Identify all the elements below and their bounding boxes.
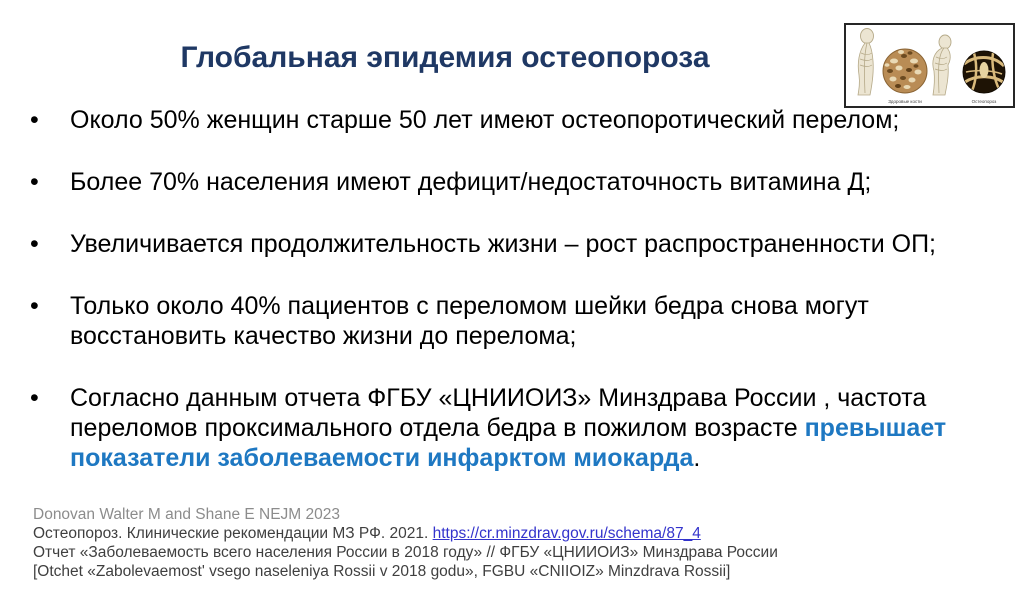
reference-line: [Otchet «Zabolevaemost' vsego naseleniya Rossii v 2018 godu», FGBU «CNIIOIZ» Minzdrava Rossii]: [33, 563, 731, 580]
caption-healthy-bone: Здоровые кости: [888, 99, 922, 104]
osteoporotic-skeleton-graphic: [933, 35, 951, 95]
bullet-item: [30, 167, 990, 197]
bullet-marker: •: [30, 292, 39, 320]
bullet-text-plain: Согласно данным отчета ФГБУ «ЦНИИОИЗ» Минздрава России , частота переломов проксимального отдела бедра в пожилом возрасте: [70, 384, 927, 442]
bullet-marker: •: [30, 384, 39, 412]
bullet-text: Более 70% населения имеют дефицит/недостаточность витамина Д;: [70, 168, 872, 196]
reference-line: [33, 524, 993, 543]
bullet-marker: •: [30, 168, 39, 196]
healthy-bone-texture: [883, 49, 927, 93]
caption-osteoporosis: Остеопороз: [971, 99, 997, 104]
bullet-text: [70, 383, 990, 473]
bullet-item: [30, 291, 990, 351]
references: [33, 505, 993, 581]
bullet-item: [30, 229, 990, 259]
healthy-skeleton-graphic: [858, 29, 874, 96]
osteoporosis-illustration: [844, 23, 1015, 108]
bullet-marker: •: [30, 106, 39, 134]
osteoporotic-bone-texture: [963, 51, 1005, 93]
reference-line: Donovan Walter M and Shane E NEJM 2023: [33, 506, 341, 523]
bullet-item: [30, 105, 990, 135]
slide-title: Глобальная эпидемия остеопороза: [180, 41, 710, 74]
bullet-marker: •: [30, 230, 39, 258]
bullet-list: [30, 105, 990, 505]
bullet-text-suffix: .: [693, 444, 701, 472]
bullet-text: Около 50% женщин старше 50 лет имеют остеопоротический перелом;: [70, 106, 900, 134]
bullet-text-highlight: превышает показатели заболеваемости инфарктом миокарда: [70, 414, 947, 472]
reference-line: Отчет «Заболеваемость всего населения России в 2018 году» // ФГБУ «ЦНИИОИЗ» Минздрава России: [33, 544, 778, 561]
reference-text: Остеопороз. Клинические рекомендации МЗ РФ. 2021.: [33, 525, 433, 542]
reference-link[interactable]: https://cr.minzdrav.gov.ru/schema/87_4: [432, 525, 701, 542]
bullet-text: Увеличивается продолжительность жизни – рост распространенности ОП;: [70, 230, 937, 258]
bullet-text: Только около 40% пациентов с переломом шейки бедра снова могут восстановить качество жизни до перелома;: [70, 292, 869, 350]
bone-comparison-graphic: [846, 25, 1013, 106]
bullet-item: [30, 383, 990, 473]
